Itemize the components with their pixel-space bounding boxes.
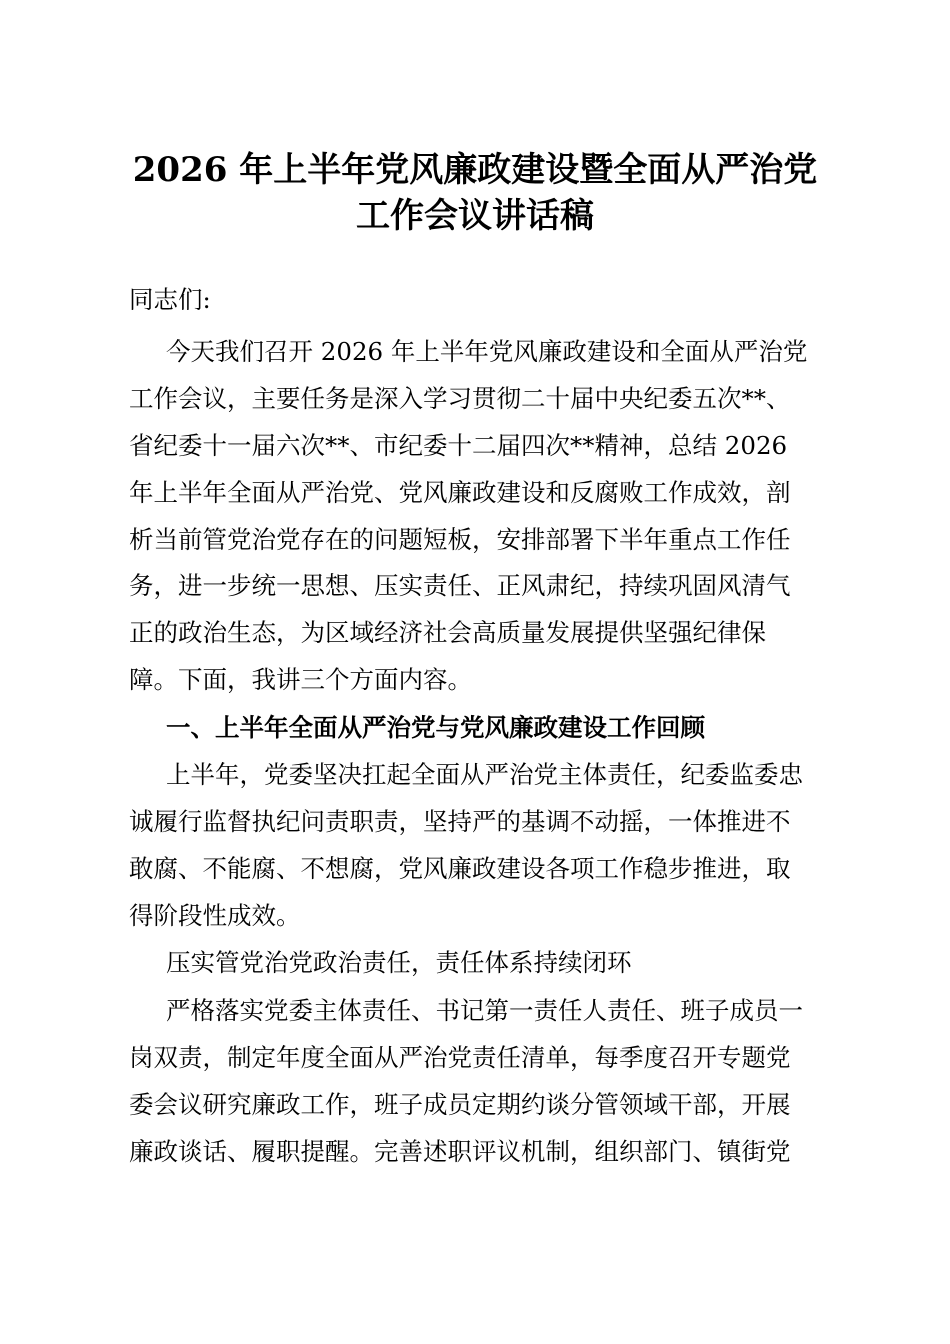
paragraph-line: 诚履行监督执纪问责职责，坚持严的基调不动摇，一体推进不: [129, 807, 791, 836]
document-title-line-2: 工作会议讲话稿: [356, 196, 594, 236]
paragraph-line: 正的政治生态，为区域经济社会高质量发展提供坚强纪律保: [129, 618, 766, 647]
paragraph-line: 廉政谈话、履职提醒。完善述职评议机制，组织部门、镇街党: [129, 1137, 791, 1166]
paragraph-line: 得阶段性成效。: [129, 901, 301, 930]
document-title-line-1: 2026 年上半年党风廉政建设暨全面从严治党: [132, 150, 818, 190]
section-heading: 一、上半年全面从严治党与党风廉政建设工作回顾: [166, 713, 705, 742]
paragraph-line: 岗双责，制定年度全面从严治党责任清单，每季度召开专题党: [129, 1043, 791, 1072]
paragraph-line: 委会议研究廉政工作，班子成员定期约谈分管领域干部，开展: [129, 1090, 791, 1119]
paragraph-line: 敢腐、不能腐、不想腐，党风廉政建设各项工作稳步推进，取: [129, 854, 791, 883]
paragraph-line: 上半年，党委坚决扛起全面从严治党主体责任，纪委监委忠: [166, 760, 803, 789]
paragraph-line: 今天我们召开 2026 年上半年党风廉政建设和全面从严治党: [166, 337, 808, 366]
paragraph-line: 障。下面，我讲三个方面内容。: [129, 665, 472, 694]
paragraph-line: 务，进一步统一思想、压实责任、正风肃纪，持续巩固风清气: [129, 571, 791, 600]
paragraph-line: 工作会议，主要任务是深入学习贯彻二十届中央纪委五次**、: [129, 384, 791, 413]
salutation: 同志们:: [129, 285, 211, 314]
paragraph-line: 省纪委十一届六次**、市纪委十二届四次**精神，总结 2026: [129, 431, 788, 460]
subsection-heading: 压实管党治党政治责任，责任体系持续闭环: [166, 948, 632, 977]
paragraph-line: 严格落实党委主体责任、书记第一责任人责任、班子成员一: [166, 996, 803, 1025]
paragraph-line: 年上半年全面从严治党、党风廉政建设和反腐败工作成效，剖: [129, 478, 791, 507]
paragraph-line: 析当前管党治党存在的问题短板，安排部署下半年重点工作任: [129, 525, 791, 554]
